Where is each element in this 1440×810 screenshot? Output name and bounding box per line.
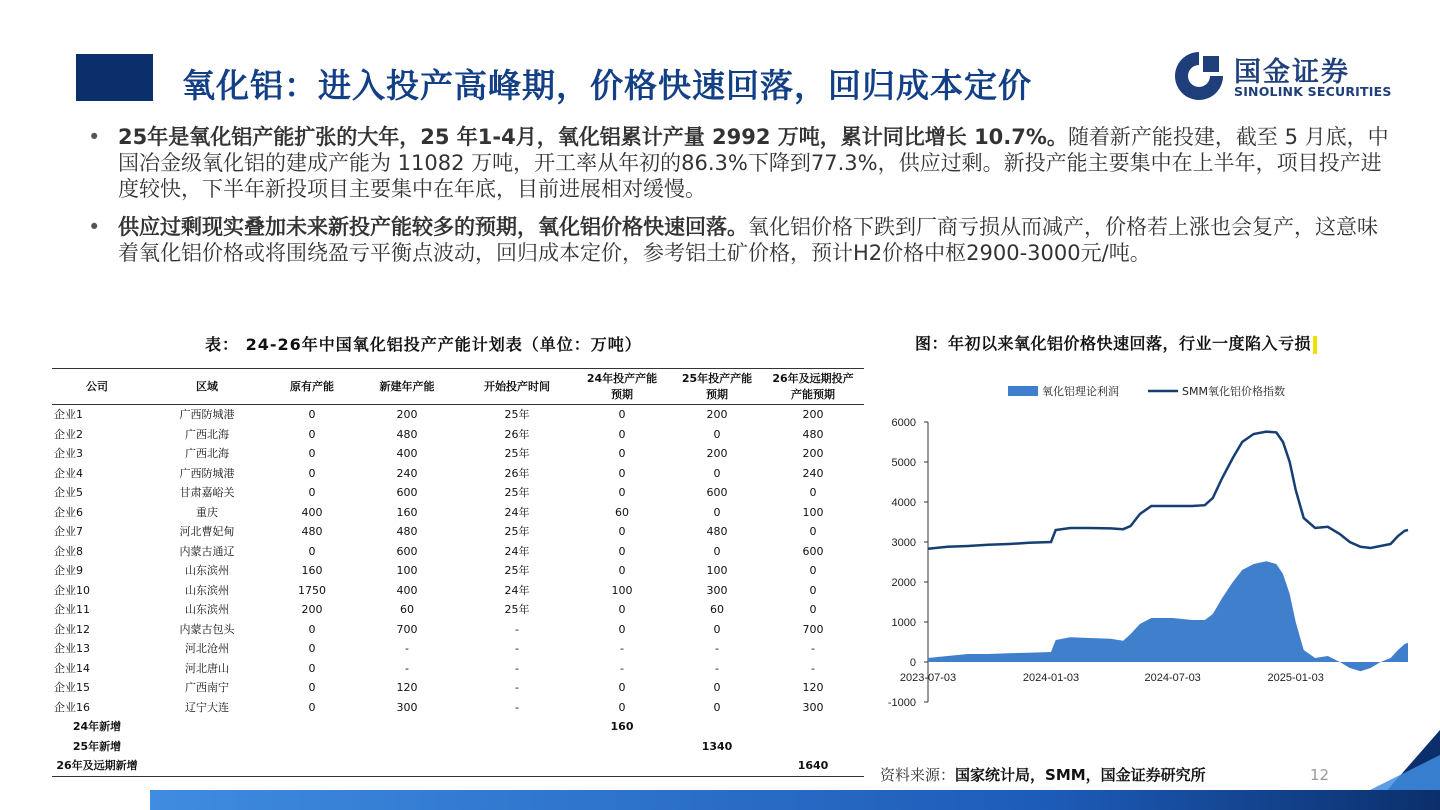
- table-cell: 0: [618, 408, 626, 422]
- bullet-item: [88, 214, 1398, 266]
- bullet-dot-icon: •: [88, 215, 101, 239]
- y-tick-label: 0: [909, 657, 916, 669]
- bullet-dot-icon: •: [88, 125, 101, 149]
- table-row: [52, 522, 864, 542]
- bullet-text: 随着新产能投建，截至 5 月底，中国冶金级氧化铝的建成产能为 11082 万吨，开工率从年初的86.3%下降到77.3%，供应过剩。新投产能主要集中在上半年，项目投产进度较快，下半年新投项目主要集中在年底，目前进展相对缓慢。: [118, 125, 1389, 201]
- table-cell: 240: [802, 466, 824, 480]
- table-header-cell: 区域: [142, 369, 272, 405]
- table-cell: 25年: [504, 564, 530, 578]
- table-header-cell: 原有产能: [272, 369, 352, 405]
- table-summary-cell: 1640: [762, 756, 864, 776]
- table-cell: 0: [618, 603, 626, 617]
- table-cell: 0: [713, 505, 721, 519]
- table-cell: 0: [308, 661, 316, 675]
- table-cell: 0: [618, 525, 626, 539]
- table-cell: 60: [615, 505, 629, 519]
- y-tick-label: -1000: [887, 697, 916, 709]
- table-header-cell: 新建年产能: [352, 369, 462, 405]
- table-cell: 400: [396, 583, 418, 597]
- y-tick-label: 5000: [891, 457, 916, 469]
- legend-label-price: SMM氧化铝价格指数: [1182, 385, 1285, 398]
- table-cell: 企业16: [54, 700, 90, 714]
- table-cell: 河北沧州: [185, 642, 229, 656]
- table-header-row: [52, 369, 864, 405]
- table-cell: 100: [396, 564, 418, 578]
- title-accent-block: [76, 54, 153, 101]
- y-tick-label: 4000: [891, 497, 916, 509]
- table-header-cell: 开始投产时间: [462, 369, 572, 405]
- table-cell: 0: [308, 544, 316, 558]
- price-line: [928, 432, 1408, 549]
- table-cell: 0: [308, 447, 316, 461]
- table-cell: -: [515, 622, 519, 636]
- footer-decoration: [0, 700, 1440, 810]
- x-tick-label: 2024-01-03: [1022, 672, 1080, 684]
- table-cell: 480: [301, 525, 323, 539]
- table-cell: 60: [400, 603, 414, 617]
- table-cell: 24年: [504, 583, 530, 597]
- table-cell: 0: [809, 583, 817, 597]
- table-cell: 0: [713, 427, 721, 441]
- page-number: 12: [1310, 766, 1330, 784]
- table-cell: 0: [713, 544, 721, 558]
- source-text: 国家统计局，SMM，国金证券研究所: [955, 766, 1206, 784]
- table-cell: 0: [809, 603, 817, 617]
- table-row: [52, 542, 864, 562]
- table-cell: 24年: [504, 544, 530, 558]
- highlight-mark: [1313, 336, 1317, 354]
- table-row: [52, 659, 864, 679]
- table-cell: 0: [308, 642, 316, 656]
- table-cell: 100: [611, 583, 633, 597]
- table-summary-cell: 24年新增: [72, 720, 122, 734]
- legend-swatch-profit: [1008, 386, 1038, 396]
- table-cell: 700: [802, 622, 824, 636]
- table-cell: -: [515, 661, 519, 675]
- table-cell: -: [620, 642, 624, 656]
- table-row: [52, 444, 864, 464]
- table-summary-cell: 26年及远期新增: [52, 756, 142, 776]
- table-cell: 企业3: [54, 447, 83, 461]
- table-cell: 26年: [504, 466, 530, 480]
- table-cell: 100: [706, 564, 728, 578]
- bullet-bold-text: 供应过剩现实叠加未来新投产能较多的预期，氧化铝价格快速回落。: [118, 215, 748, 239]
- table-cell: 山东滨州: [185, 564, 229, 578]
- table-cell: 0: [308, 427, 316, 441]
- table-cell: 26年: [504, 427, 530, 441]
- table-cell: 60: [710, 603, 724, 617]
- table-cell: -: [811, 661, 815, 675]
- bullet-bold-text: 25年是氧化铝产能扩张的大年，25 年1-4月，氧化铝累计产量 2992 万吨，累计同比增长 10.7%。: [118, 125, 1068, 149]
- table-cell: 0: [308, 486, 316, 500]
- table-cell: 200: [802, 447, 824, 461]
- table-cell: 企业9: [54, 564, 83, 578]
- table-cell: 700: [396, 622, 418, 636]
- y-tick-label: 1000: [891, 617, 916, 629]
- table-row: [52, 639, 864, 659]
- table-cell: 0: [618, 622, 626, 636]
- table-cell: 企业14: [54, 661, 90, 675]
- table-row: [52, 425, 864, 445]
- x-tick-label: 2025-01-03: [1267, 672, 1324, 684]
- table-cell: 300: [396, 700, 418, 714]
- table-row: [52, 600, 864, 620]
- table-cell: 企业7: [54, 525, 83, 539]
- table-cell: 100: [802, 505, 824, 519]
- table-header-cell: 公司: [52, 369, 142, 405]
- y-tick-label: 6000: [891, 417, 916, 429]
- table-cell: 25年: [504, 603, 530, 617]
- table-cell: 0: [308, 408, 316, 422]
- table-cell: 0: [618, 466, 626, 480]
- table-cell: -: [405, 642, 409, 656]
- table-cell: 480: [396, 427, 418, 441]
- table-cell: 山东滨州: [185, 603, 229, 617]
- table-cell: 广西北海: [185, 427, 229, 441]
- table-cell: 200: [301, 603, 323, 617]
- table-cell: 内蒙古通辽: [179, 544, 235, 558]
- table-cell: 内蒙古包头: [179, 622, 235, 636]
- table-cell: 广西南宁: [185, 681, 229, 695]
- table-header-cell: 26年及远期投产 产能预期: [762, 369, 864, 405]
- table-cell: 1750: [298, 583, 326, 597]
- table-cell: -: [515, 700, 519, 714]
- table-row: [52, 561, 864, 581]
- profit-area: [928, 561, 1408, 671]
- table-cell: 25年: [504, 486, 530, 500]
- table-summary-cell: 25年新增: [72, 739, 122, 753]
- table-cell: 企业8: [54, 544, 83, 558]
- table-row: [52, 503, 864, 523]
- table-cell: 0: [713, 700, 721, 714]
- table-cell: 山东滨州: [185, 583, 229, 597]
- table-cell: 企业1: [54, 408, 83, 422]
- table-cell: 0: [809, 525, 817, 539]
- table-cell: 0: [618, 700, 626, 714]
- table-cell: 企业13: [54, 642, 90, 656]
- table-cell: 300: [802, 700, 824, 714]
- table-cell: 甘肃嘉峪关: [179, 486, 235, 500]
- table-cell: 120: [396, 681, 418, 695]
- table-cell: 企业6: [54, 505, 83, 519]
- table-cell: 600: [706, 486, 728, 500]
- table-cell: -: [811, 642, 815, 656]
- alumina-chart: [880, 370, 1410, 730]
- table-cell: 河北曹妃甸: [179, 525, 235, 539]
- table-cell: 480: [706, 525, 728, 539]
- table-cell: 企业10: [54, 583, 90, 597]
- table-cell: 200: [396, 408, 418, 422]
- table-row: [52, 678, 864, 698]
- bullet-list: [88, 124, 1398, 278]
- table-cell: 企业12: [54, 622, 90, 636]
- table-cell: -: [515, 642, 519, 656]
- logo-text-en: SINOLINK SECURITIES: [1234, 84, 1392, 99]
- table-row: [52, 464, 864, 484]
- table-cell: 200: [706, 447, 728, 461]
- table-title: 表： 24-26年中国氧化铝投产产能计划表（单位：万吨）: [205, 335, 642, 354]
- table-cell: 0: [713, 622, 721, 636]
- table-cell: 0: [618, 681, 626, 695]
- table-cell: 0: [809, 564, 817, 578]
- table-cell: 企业15: [54, 681, 90, 695]
- table-cell: 0: [618, 486, 626, 500]
- table-cell: 600: [396, 544, 418, 558]
- table-cell: 河北唐山: [185, 661, 229, 675]
- table-cell: 企业5: [54, 486, 83, 500]
- bullet-item: [88, 124, 1398, 202]
- page-title: 氧化铝：进入投产高峰期，价格快速回落，回归成本定价: [182, 66, 1032, 105]
- table-cell: 广西防城港: [179, 408, 235, 422]
- table-cell: 广西防城港: [179, 466, 235, 480]
- table-cell: 200: [706, 408, 728, 422]
- table-cell: 600: [802, 544, 824, 558]
- source-prefix: 资料来源：: [880, 766, 956, 784]
- table-cell: 480: [802, 427, 824, 441]
- table-cell: 480: [396, 525, 418, 539]
- table-cell: 25年: [504, 447, 530, 461]
- table-cell: 600: [396, 486, 418, 500]
- sinolink-logo-icon: [1170, 48, 1228, 104]
- table-cell: -: [515, 681, 519, 695]
- table-cell: 0: [308, 466, 316, 480]
- bullet-text: 氧化铝价格下跌到厂商亏损从而减产，价格若上涨也会复产，这意味着氧化铝价格或将围绕盈亏平衡点波动，回归成本定价，参考铝土矿价格，预计H2价格中枢2900-3000元/吨。: [118, 215, 1378, 265]
- table-cell: 160: [396, 505, 418, 519]
- table-cell: 200: [802, 408, 824, 422]
- table-cell: 0: [308, 700, 316, 714]
- table-header-cell: 25年投产产能 预期: [672, 369, 762, 405]
- table-cell: 企业4: [54, 466, 83, 480]
- table-cell: 400: [301, 505, 323, 519]
- table-summary-cell: 1340: [701, 739, 733, 753]
- x-tick-label: 2023-07-03: [899, 672, 957, 684]
- table-cell: 企业11: [54, 603, 90, 617]
- table-cell: -: [715, 661, 719, 675]
- legend-label-profit: 氧化铝理论利润: [1042, 385, 1119, 398]
- table-cell: 0: [308, 622, 316, 636]
- table-header-cell: 24年投产产能 预期: [572, 369, 672, 405]
- table-cell: 0: [618, 427, 626, 441]
- table-cell: -: [405, 661, 409, 675]
- table-cell: 0: [618, 544, 626, 558]
- table-cell: 120: [802, 681, 824, 695]
- table-row: [52, 620, 864, 640]
- table-cell: 24年: [504, 505, 530, 519]
- table-row: [52, 483, 864, 503]
- table-cell: 广西北海: [185, 447, 229, 461]
- table-cell: 辽宁大连: [185, 700, 229, 714]
- chart-title: [915, 331, 1317, 354]
- table-cell: 160: [301, 564, 323, 578]
- chart-title-text: 图：年初以来氧化铝价格快速回落，行业一度陷入亏损: [915, 334, 1312, 353]
- table-summary-cell: 160: [610, 720, 634, 734]
- table-cell: 400: [396, 447, 418, 461]
- table-cell: 0: [713, 681, 721, 695]
- table-cell: -: [620, 661, 624, 675]
- table-cell: 企业2: [54, 427, 83, 441]
- table-row: [52, 581, 864, 601]
- table-cell: 25年: [504, 408, 530, 422]
- y-tick-label: 2000: [891, 577, 916, 589]
- company-logo: [1170, 48, 1410, 104]
- table-cell: 0: [618, 447, 626, 461]
- x-tick-label: 2024-07-03: [1144, 672, 1201, 684]
- table-cell: 25年: [504, 525, 530, 539]
- table-cell: 300: [706, 583, 728, 597]
- table-cell: 0: [308, 681, 316, 695]
- table-row: [52, 405, 864, 425]
- logo-text-cn: 国金证券: [1234, 57, 1350, 88]
- table-cell: 0: [713, 466, 721, 480]
- table-cell: 240: [396, 466, 418, 480]
- y-tick-label: 3000: [891, 537, 916, 549]
- table-cell: 重庆: [196, 505, 218, 519]
- table-cell: -: [715, 642, 719, 656]
- table-cell: 0: [618, 564, 626, 578]
- table-cell: 0: [809, 486, 817, 500]
